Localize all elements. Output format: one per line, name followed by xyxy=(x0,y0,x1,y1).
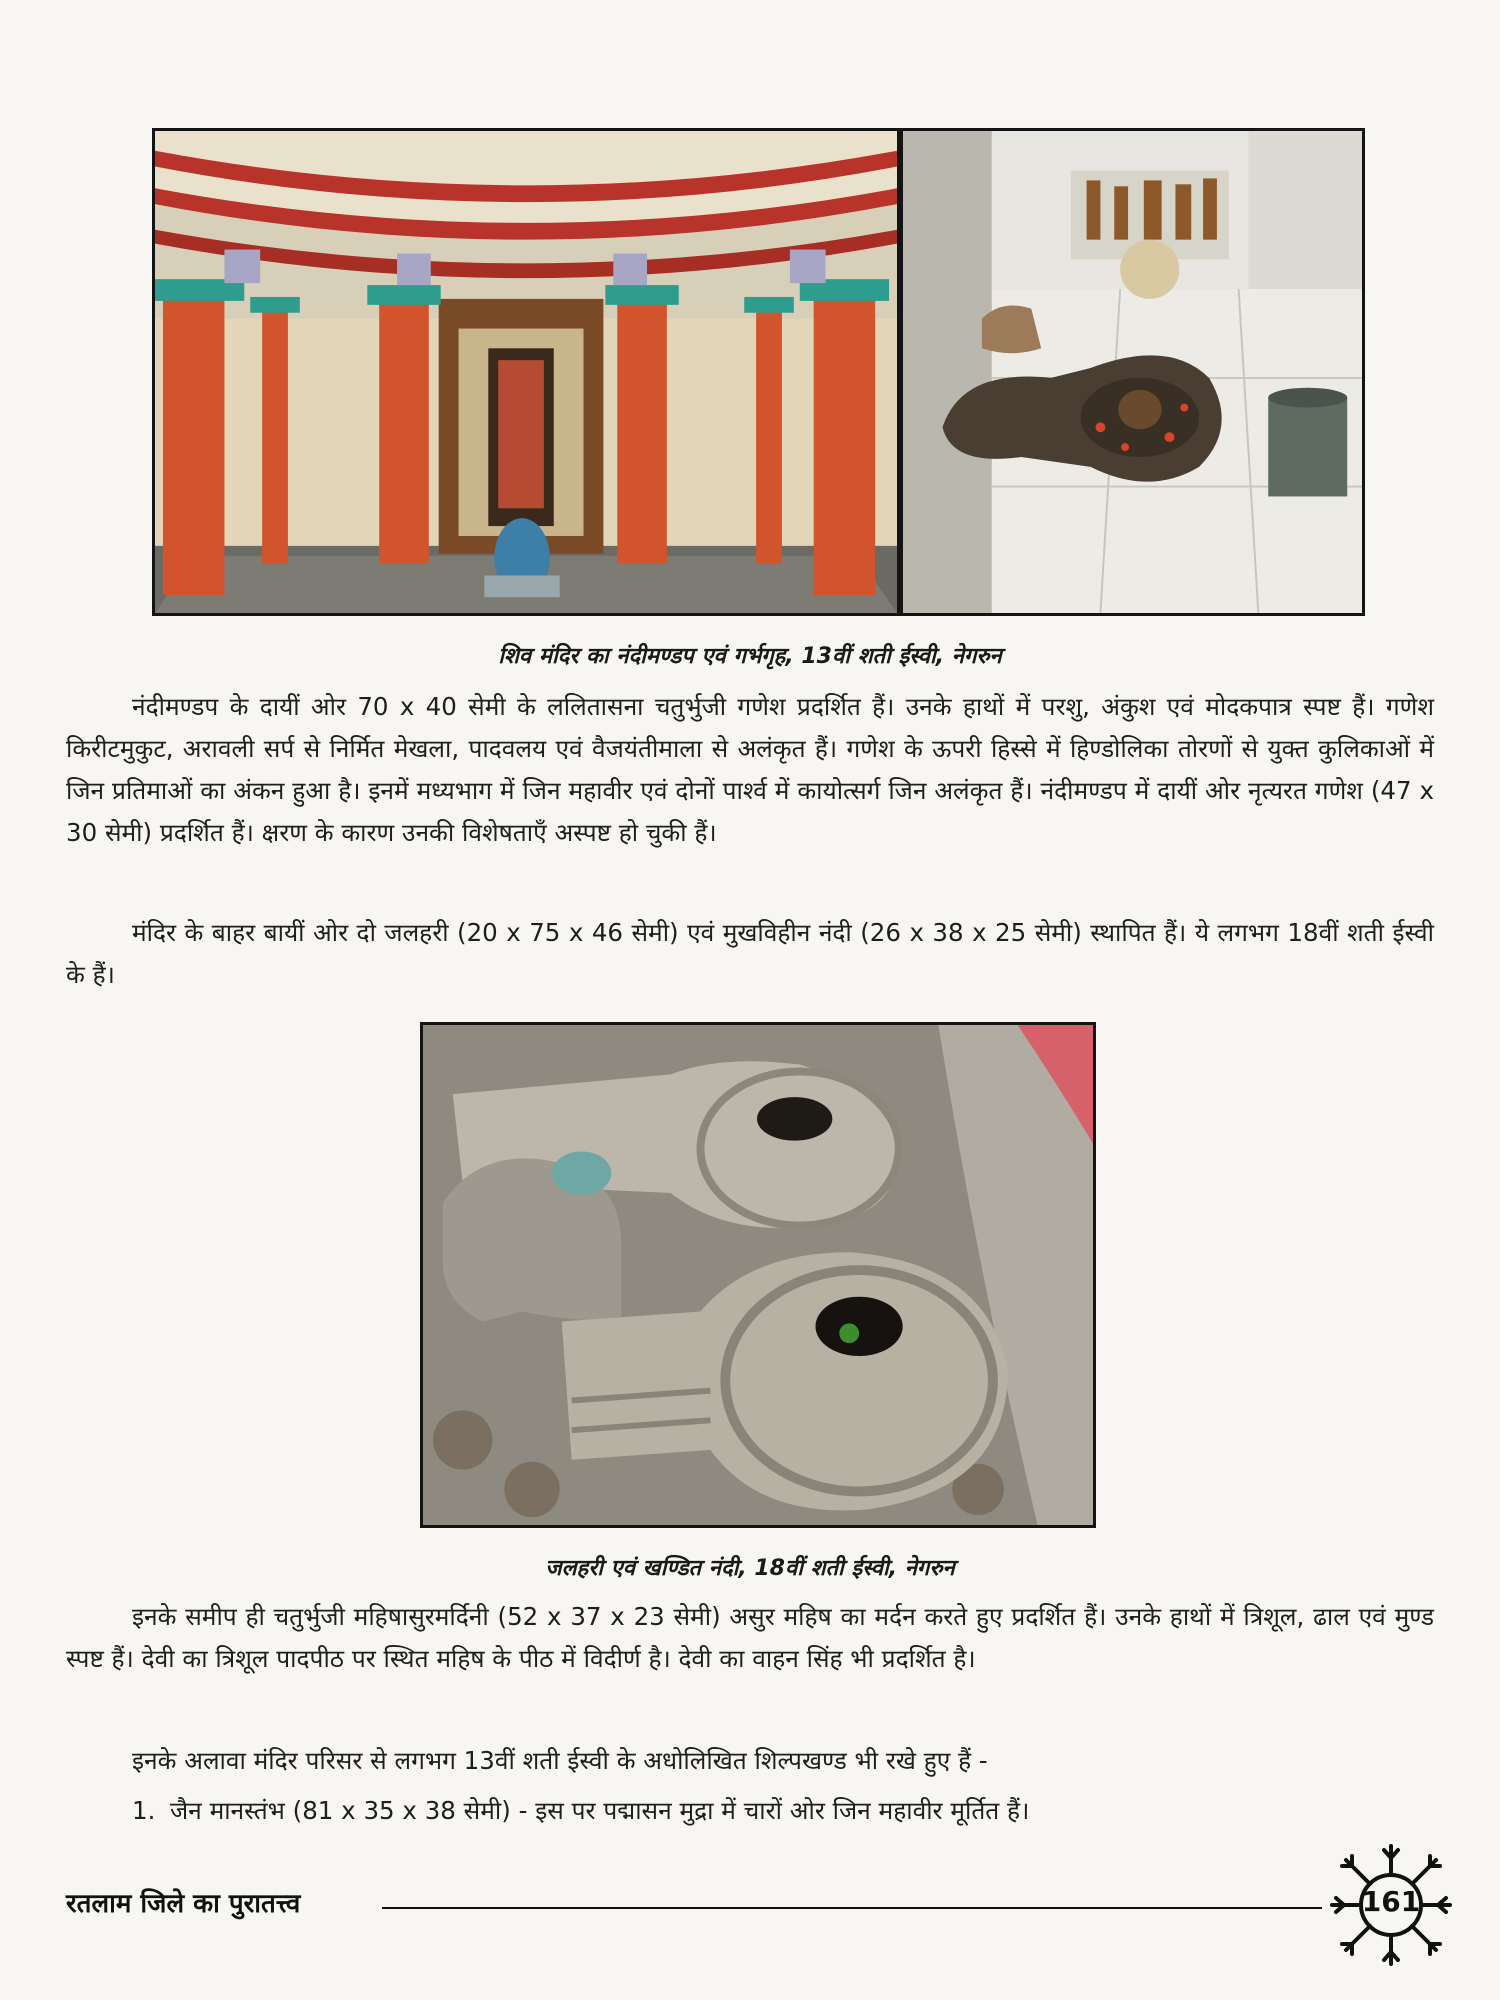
paragraph-ganesh: नंदीमण्डप के दायीं ओर 70 x 40 सेमी के ललितासना चतुर्भुजी गणेश प्रदर्शित हैं। उनके हाथों में परशु, अंकुश एवं मोदकपात्र स्पष्ट हैं। गणेश किरीटमुकुट, अरावली सर्प से निर्मित मेखला, पादवलय एवं वैजयंतीमाला से अलंकृत हैं। गणेश के ऊपरी हिस्से में हिण्डोलिका तोरणों से युक्त कुलिकाओं में जिन प्रतिमाओं का अंकन हुआ है। इनमें मध्यभाग में जिन महावीर एवं दोनों पार्श्व में कायोत्सर्ग जिन अलंकृत हैं। नंदीमण्डप में दायीं ओर नृत्यरत गणेश (47 x 30 सेमी) प्रदर्शित हैं। क्षरण के कारण उनकी विशेषताएँ अस्पष्ट हो चुकी हैं। xyxy=(66,692,1434,847)
paragraph-jalhari: मंदिर के बाहर बायीं ओर दो जलहरी (20 x 75 x 46 सेमी) एवं मुखविहीन नंदी (26 x 38 x 25 सेमी) स्थापित हैं। ये लगभग 18वीं शती ईस्वी के हैं। xyxy=(66,918,1434,989)
jalhari-photo xyxy=(420,1022,1096,1528)
footer-book-title: रतलाम जिले का पुरातत्त्व xyxy=(66,1889,301,1919)
list-text: जैन मानस्तंभ (81 x 35 x 38 सेमी) - इस पर पद्मासन मुद्रा में चारों ओर जिन महावीर मूर्तित हैं। xyxy=(170,1796,1030,1825)
list-item xyxy=(132,1790,1432,1832)
garbhagriha-photo xyxy=(900,128,1365,616)
figure1-caption: शिव मंदिर का नंदीमण्डप एवं गर्भगृह, 13वीं शती ईस्वी, नेगरुन xyxy=(498,644,1002,669)
footer-rule xyxy=(382,1907,1322,1909)
list-number: 1. xyxy=(132,1796,156,1825)
mandapa-photo xyxy=(152,128,900,616)
paragraph-intro-list: इनके अलावा मंदिर परिसर से लगभग 13वीं शती ईस्वी के अधोलिखित शिल्पखण्ड भी रखे हुए हैं - xyxy=(132,1746,988,1775)
page-number: 161 xyxy=(1361,1885,1421,1918)
figure2-caption: जलहरी एवं खण्डित नंदी, 18वीं शती ईस्वी, नेगरुन xyxy=(545,1556,955,1581)
paragraph-mahishasuramardini: इनके समीप ही चतुर्भुजी महिषासुरमर्दिनी (52 x 37 x 23 सेमी) असुर महिष का मर्दन करते हुए प्रदर्शित हैं। उनके हाथों में त्रिशूल, ढाल एवं मुण्ड स्पष्ट हैं। देवी का त्रिशूल पादपीठ पर स्थित महिष के पीठ में विदीर्ण है। देवी का वाहन सिंह भी प्रदर्शित है। xyxy=(66,1602,1434,1673)
